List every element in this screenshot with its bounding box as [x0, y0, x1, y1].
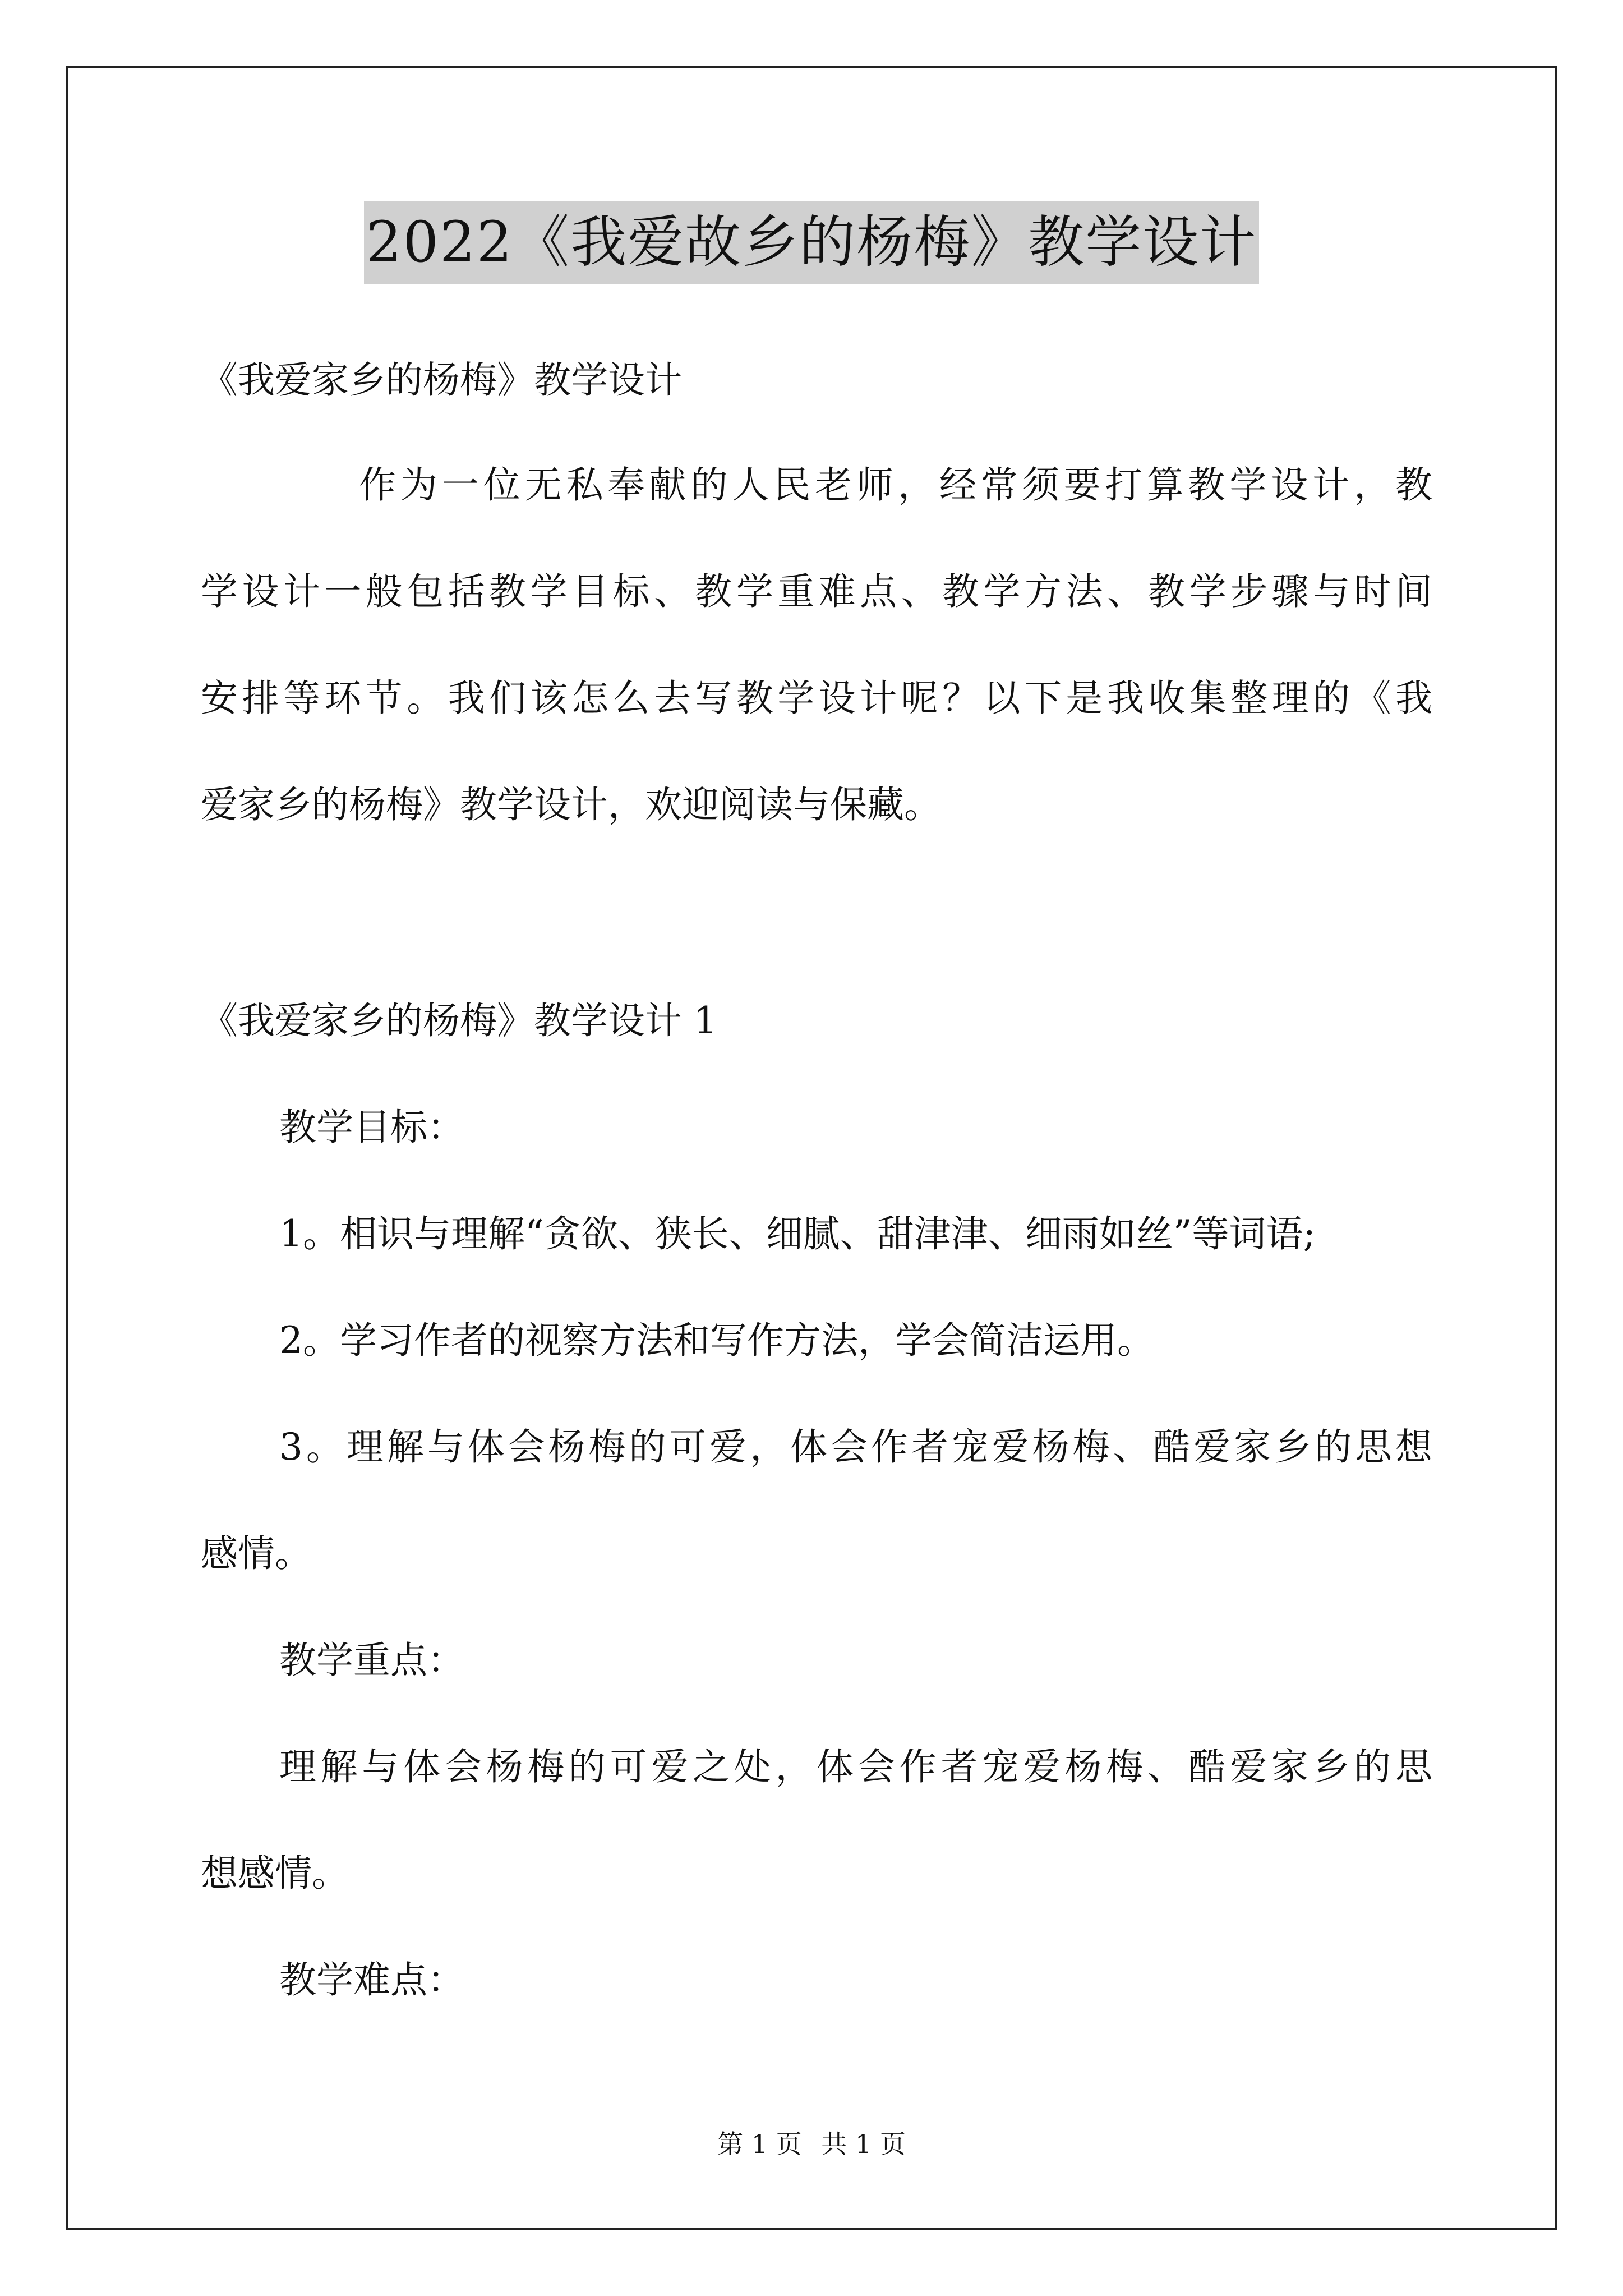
page-total: 共 1 页 [821, 2129, 906, 2159]
difficulty-heading: 教学难点： [279, 1958, 464, 2001]
page-footer [0, 2127, 1623, 2161]
page-number: 第 1 页 [717, 2129, 802, 2159]
section1-heading: 《我爱家乡的杨梅》教学设计 1 [201, 999, 717, 1042]
title-container [0, 201, 1623, 284]
key-line-2: 想感情。 [201, 1852, 349, 1895]
goals-heading: 教学目标： [279, 1106, 464, 1149]
goal-2: 2。学习作者的视察方法和写作方法，学会简洁运用。 [279, 1319, 1154, 1362]
goal-3-line-1: 3。理解与体会杨梅的可爱，体会作者宠爱杨梅、酷爱家乡的思想 [279, 1425, 1432, 1469]
intro-line-4: 爱家乡的杨梅》教学设计，欢迎阅读与保藏。 [201, 783, 941, 826]
goal-1: 1。相识与理解“贪欲、狭长、细腻、甜津津、细雨如丝”等词语; [279, 1212, 1316, 1255]
key-heading: 教学重点： [279, 1639, 464, 1682]
key-line-1: 理解与体会杨梅的可爱之处，体会作者宠爱杨梅、酷爱家乡的思 [279, 1745, 1432, 1788]
intro-line-3: 安排等环节。我们该怎么去写教学设计呢？以下是我收集整理的《我 [201, 677, 1432, 720]
intro-line-2: 学设计一般包括教学目标、教学重难点、教学方法、教学步骤与时间 [201, 570, 1432, 613]
document-title: 2022《我爱故乡的杨梅》教学设计 [364, 201, 1260, 284]
subtitle: 《我爱家乡的杨梅》教学设计 [201, 358, 682, 402]
goal-3-line-2: 感情。 [201, 1532, 312, 1575]
intro-line-1: 作为一位无私奉献的人民老师，经常须要打算教学设计，教 [359, 463, 1432, 507]
